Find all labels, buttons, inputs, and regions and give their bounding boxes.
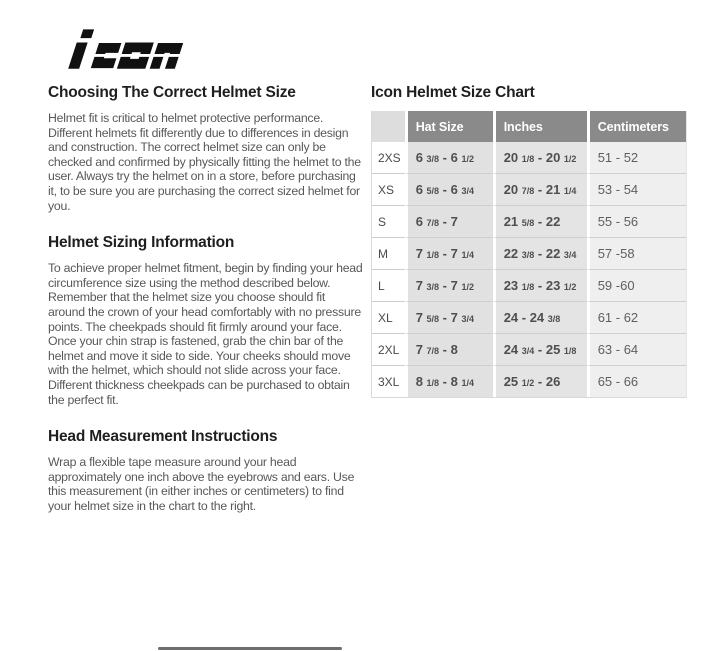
header-hat-size: Hat Size xyxy=(405,111,493,142)
table-row-xl xyxy=(372,301,686,333)
hat-size-value: 7 1/8 - 7 1/4 xyxy=(405,237,493,269)
size-label: 3XL xyxy=(372,365,405,397)
header-inches: Inches xyxy=(493,111,587,142)
size-chart-header-row xyxy=(372,111,686,142)
size-chart-column xyxy=(371,84,689,398)
section-heading-choosing-size: Choosing The Correct Helmet Size xyxy=(48,84,296,101)
inches-value: 20 7/8 - 21 1/4 xyxy=(493,173,587,205)
size-chart-table xyxy=(371,111,687,398)
centimeters-value: 57 -58 xyxy=(587,237,686,269)
centimeters-value: 53 - 54 xyxy=(587,173,686,205)
size-label: XS xyxy=(372,173,405,205)
size-label: M xyxy=(372,237,405,269)
size-label: 2XL xyxy=(372,333,405,365)
inches-value: 24 - 24 3/8 xyxy=(493,301,587,333)
centimeters-value: 51 - 52 xyxy=(587,142,686,173)
size-label: S xyxy=(372,205,405,237)
section-head-measurement xyxy=(48,428,365,513)
inches-value: 24 3/4 - 25 1/8 xyxy=(493,333,587,365)
table-row-2xs xyxy=(372,142,686,173)
header-centimeters: Centimeters xyxy=(587,111,686,142)
section-heading-sizing-information: Helmet Sizing Information xyxy=(48,234,235,252)
inches-value: 21 5/8 - 22 xyxy=(493,205,587,237)
table-row-xs xyxy=(372,173,686,205)
size-chart-title: Icon Helmet Size Chart xyxy=(371,84,535,101)
icon-logo xyxy=(54,28,194,70)
section-choosing-size xyxy=(48,84,365,213)
inches-value: 20 1/8 - 20 1/2 xyxy=(493,142,587,173)
centimeters-value: 59 -60 xyxy=(587,269,686,301)
section-heading-head-measurement: Head Measurement Instructions xyxy=(48,428,278,446)
size-label: 2XS xyxy=(372,142,405,173)
table-row-l xyxy=(372,269,686,301)
centimeters-value: 65 - 66 xyxy=(587,365,686,397)
size-label: L xyxy=(372,269,405,301)
header-corner-cell xyxy=(372,111,405,142)
inches-value: 22 3/8 - 22 3/4 xyxy=(493,237,587,269)
table-row-m xyxy=(372,237,686,269)
hat-size-value: 8 1/8 - 8 1/4 xyxy=(405,365,493,397)
table-row-3xl xyxy=(372,365,686,397)
table-row-s xyxy=(372,205,686,237)
horizontal-scrollbar-thumb[interactable] xyxy=(158,647,342,650)
hat-size-value: 7 3/8 - 7 1/2 xyxy=(405,269,493,301)
centimeters-value: 63 - 64 xyxy=(587,333,686,365)
section-body-choosing-size: Helmet fit is critical to helmet protective performance. Different helmets fit differently due to differences in design and construction. The correct helmet size can only be checked and confirmed by physically fitting the helmet to the user. Always try the helmet on in a store, before purchasing it, to be sure you are purchasing the correct sized helmet for you. xyxy=(48,111,361,213)
section-body-head-measurement: Wrap a flexible tape measure around your head approximately one inch above the eyebrows and ears. Use this measurement (in either inches or centimeters) to find your helmet size in the chart to the right. xyxy=(48,455,355,513)
centimeters-value: 55 - 56 xyxy=(587,205,686,237)
section-sizing-information xyxy=(48,234,365,407)
inches-value: 23 1/8 - 23 1/2 xyxy=(493,269,587,301)
hat-size-value: 7 5/8 - 7 3/4 xyxy=(405,301,493,333)
sizing-info-column xyxy=(48,84,365,534)
icon-logo-graphic xyxy=(54,28,194,70)
section-body-sizing-information: To achieve proper helmet fitment, begin by finding your head circumference size using the method described below. Remember that the helmet size you choose should fit around the crown of your head comfortably with no pressure points. The cheekpads should fit firmly around your face. Once your chin strap is fastened, grab the chin bar of the helmet and move it side to side. Your cheeks should move with the helmet, which should not slide across your face. Different thickness cheekpads can be purchased to obtain the perfect fit. xyxy=(48,261,363,407)
hat-size-value: 6 3/8 - 6 1/2 xyxy=(405,142,493,173)
hat-size-value: 6 5/8 - 6 3/4 xyxy=(405,173,493,205)
size-label: XL xyxy=(372,301,405,333)
hat-size-value: 6 7/8 - 7 xyxy=(405,205,493,237)
table-row-2xl xyxy=(372,333,686,365)
hat-size-value: 7 7/8 - 8 xyxy=(405,333,493,365)
inches-value: 25 1/2 - 26 xyxy=(493,365,587,397)
centimeters-value: 61 - 62 xyxy=(587,301,686,333)
